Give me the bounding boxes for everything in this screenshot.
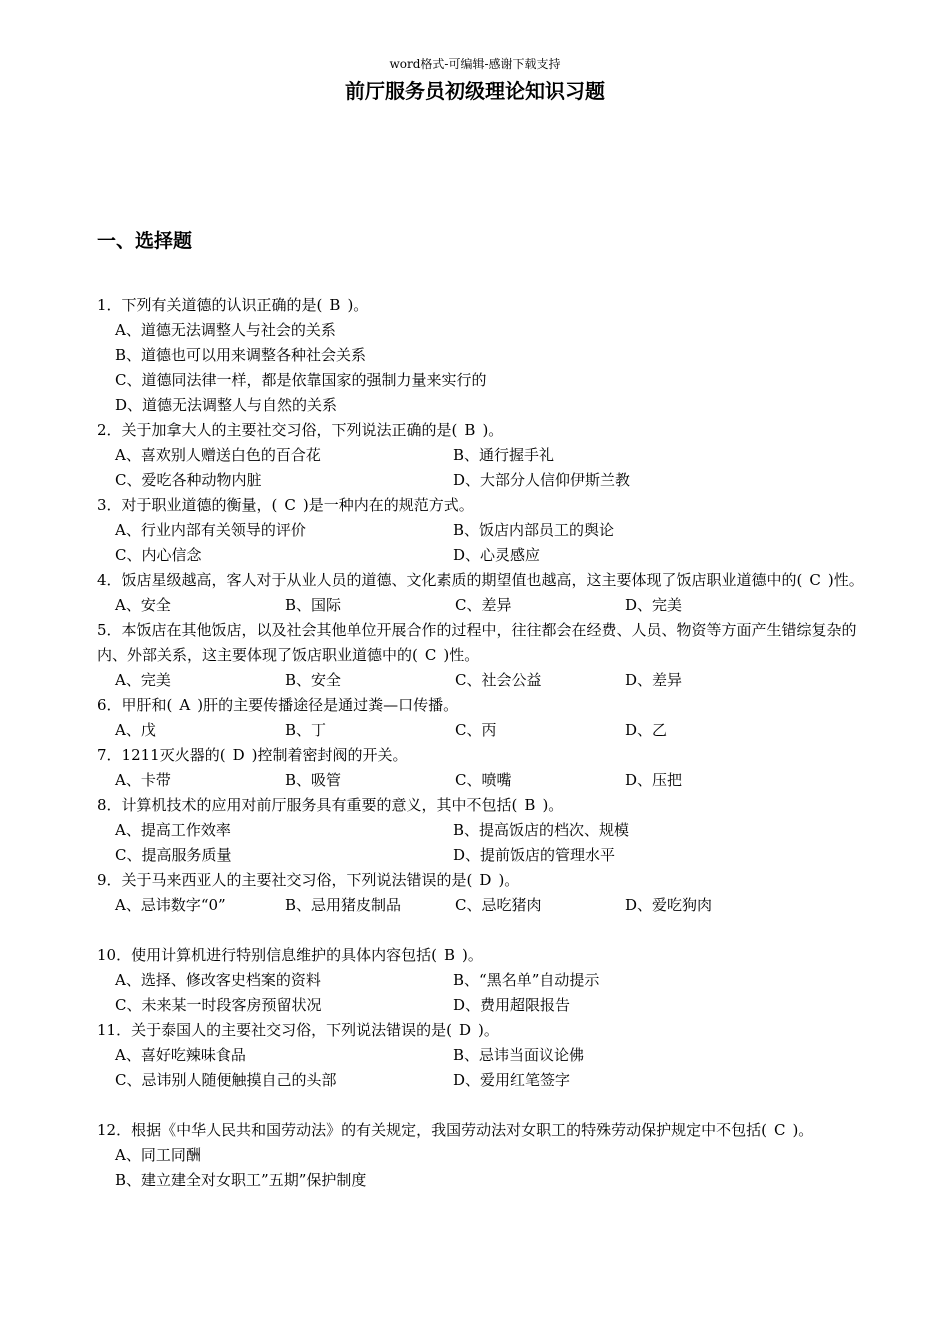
question-text-end: )。 — [461, 946, 483, 964]
question-stem — [97, 743, 867, 768]
question-text: 6．甲肝和( — [97, 696, 173, 714]
option-item: C、喷嘴 — [455, 771, 512, 789]
question-1 — [97, 293, 867, 418]
answer-letter: C — [284, 496, 296, 514]
option-list — [97, 768, 867, 793]
option-item: D、爱吃狗肉 — [625, 896, 713, 914]
question-stem — [97, 293, 867, 318]
option-item: D、大部分人信仰伊斯兰教 — [453, 471, 631, 489]
option-item: A、完美 — [115, 671, 171, 689]
question-text: 12．根据《中华人民共和国劳动法》的有关规定，我国劳动法对女职工的特殊劳动保护规定中不包括( — [97, 1121, 767, 1139]
question-8 — [97, 793, 867, 868]
option-item: D、压把 — [625, 771, 683, 789]
question-text: 1．下列有关道德的认识正确的是( — [97, 296, 323, 314]
question-text-end: )。 — [482, 421, 504, 439]
option-item: C、差异 — [455, 596, 512, 614]
question-stem — [97, 1118, 867, 1143]
question-2 — [97, 418, 867, 493]
question-stem — [97, 693, 867, 718]
option-item: A、戊 — [115, 721, 156, 739]
option-list — [97, 668, 867, 693]
answer-letter: D — [458, 1021, 471, 1039]
option-item: D、差异 — [625, 671, 683, 689]
question-text: 9．关于马来西亚人的主要社交习俗，下列说法错误的是( — [97, 871, 473, 889]
question-12 — [97, 1118, 867, 1193]
option-item: A、卡带 — [115, 771, 171, 789]
option-list — [97, 1043, 867, 1093]
option-list — [97, 968, 867, 1018]
option-item: A、行业内部有关领导的评价 — [115, 521, 306, 539]
option-list — [97, 1143, 867, 1193]
answer-letter: D — [479, 871, 492, 889]
answer-letter: A — [179, 696, 191, 714]
option-item: C、内心信念 — [115, 546, 202, 564]
option-item: A、选择、修改客史档案的资料 — [115, 971, 321, 989]
option-list — [97, 318, 867, 418]
option-item: B、国际 — [285, 596, 342, 614]
option-item: B、吸管 — [285, 771, 342, 789]
question-stem — [97, 618, 867, 668]
question-text-end: )是一种内在的规范方式。 — [302, 496, 474, 514]
option-item: C、丙 — [455, 721, 497, 739]
option-item: C、爱吃各种动物内脏 — [115, 471, 262, 489]
question-stem — [97, 568, 867, 593]
option-item: C、社会公益 — [455, 671, 542, 689]
section-heading: 一、选择题 — [97, 230, 193, 252]
answer-letter: B — [464, 421, 476, 439]
option-list — [97, 518, 867, 568]
question-11 — [97, 1018, 867, 1093]
option-item: C、未来某一时段客房预留状况 — [115, 996, 322, 1014]
question-3 — [97, 493, 867, 568]
option-item: D、道德无法调整人与自然的关系 — [115, 396, 338, 414]
question-text-end: )控制着密封阀的开关。 — [251, 746, 408, 764]
question-list — [97, 293, 867, 1193]
answer-letter: C — [809, 571, 821, 589]
option-item: B、忌用猪皮制品 — [285, 896, 402, 914]
option-list — [97, 443, 867, 493]
option-item: B、“黑名单”自动提示 — [453, 971, 600, 989]
answer-letter: D — [232, 746, 245, 764]
option-list — [97, 718, 867, 743]
option-list — [97, 818, 867, 868]
question-7 — [97, 743, 867, 793]
question-stem — [97, 418, 867, 443]
option-item: A、喜欢别人赠送白色的百合花 — [115, 446, 321, 464]
option-item: B、建立建全对女职工”五期”保护制度 — [115, 1171, 367, 1189]
question-text-end: )。 — [498, 871, 520, 889]
question-10 — [97, 943, 867, 1018]
option-item: A、道德无法调整人与社会的关系 — [115, 321, 336, 339]
question-text: 5．本饭店在其他饭店，以及社会其他单位开展合作的过程中，往往都会在经费、人员、物资等方面产生错综复杂的内、外部关系，这主要体现了饭店职业道德中的( — [97, 621, 857, 664]
option-item: D、乙 — [625, 721, 668, 739]
question-stem — [97, 793, 867, 818]
option-item: C、忌讳别人随便触摸自己的头部 — [115, 1071, 337, 1089]
question-4 — [97, 568, 867, 618]
question-text-end: )。 — [347, 296, 369, 314]
question-6 — [97, 693, 867, 743]
option-item: D、费用超限报告 — [453, 996, 571, 1014]
option-item: B、饭店内部员工的舆论 — [453, 521, 615, 539]
question-text: 3．对于职业道德的衡量，( — [97, 496, 278, 514]
option-item: A、同工同酬 — [115, 1146, 201, 1164]
question-text: 2．关于加拿大人的主要社交习俗，下列说法正确的是( — [97, 421, 458, 439]
option-item: D、提前饭店的管理水平 — [453, 846, 616, 864]
question-stem — [97, 868, 867, 893]
question-text-end: )。 — [477, 1021, 499, 1039]
question-stem — [97, 493, 867, 518]
answer-letter: C — [424, 646, 437, 664]
document-title: 前厅服务员初级理论知识习题 — [345, 79, 605, 103]
option-item: C、忌吃猪肉 — [455, 896, 542, 914]
question-text: 8．计算机技术的应用对前厅服务具有重要的意义，其中不包括( — [97, 796, 518, 814]
answer-letter: B — [329, 296, 341, 314]
question-text-end: )。 — [542, 796, 564, 814]
question-text-end: )性。 — [827, 571, 864, 589]
option-list — [97, 893, 867, 918]
option-item: A、忌讳数字“0” — [115, 896, 226, 914]
option-item: B、丁 — [285, 721, 327, 739]
question-text: 7．1211灭火器的( — [97, 746, 226, 764]
option-item: C、道德同法律一样，都是依靠国家的强制力量来实行的 — [115, 371, 487, 389]
question-stem — [97, 943, 867, 968]
question-text: 10．使用计算机进行特别信息维护的具体内容包括( — [97, 946, 437, 964]
option-item: B、忌讳当面议论佛 — [453, 1046, 585, 1064]
option-item: C、提高服务质量 — [115, 846, 232, 864]
question-text-end: )性。 — [443, 646, 480, 664]
question-text: 11．关于泰国人的主要社交习俗，下列说法错误的是( — [97, 1021, 452, 1039]
question-text-end: )。 — [792, 1121, 814, 1139]
option-item: B、道德也可以用来调整各种社会关系 — [115, 346, 367, 364]
option-item: B、通行握手礼 — [453, 446, 555, 464]
option-item: A、喜好吃辣味食品 — [115, 1046, 246, 1064]
question-text: 4．饭店星级越高，客人对于从业人员的道德、文化素质的期望值也越高，这主要体现了饭店职业道德中的( — [97, 571, 803, 589]
option-item: D、完美 — [625, 596, 683, 614]
option-item: D、爱用红笔签字 — [453, 1071, 571, 1089]
option-item: A、提高工作效率 — [115, 821, 231, 839]
option-item: B、安全 — [285, 671, 342, 689]
answer-letter: B — [524, 796, 536, 814]
question-text-end: )肝的主要传播途径是通过粪—口传播。 — [197, 696, 459, 714]
answer-letter: B — [443, 946, 455, 964]
answer-letter: C — [773, 1121, 786, 1139]
option-list — [97, 593, 867, 618]
option-item: A、安全 — [115, 596, 171, 614]
question-5 — [97, 618, 867, 693]
option-item: B、提高饭店的档次、规模 — [453, 821, 630, 839]
option-item: D、心灵感应 — [453, 546, 541, 564]
header-note: word格式-可编辑-感谢下载支持 — [389, 57, 561, 71]
question-9 — [97, 868, 867, 918]
question-stem — [97, 1018, 867, 1043]
